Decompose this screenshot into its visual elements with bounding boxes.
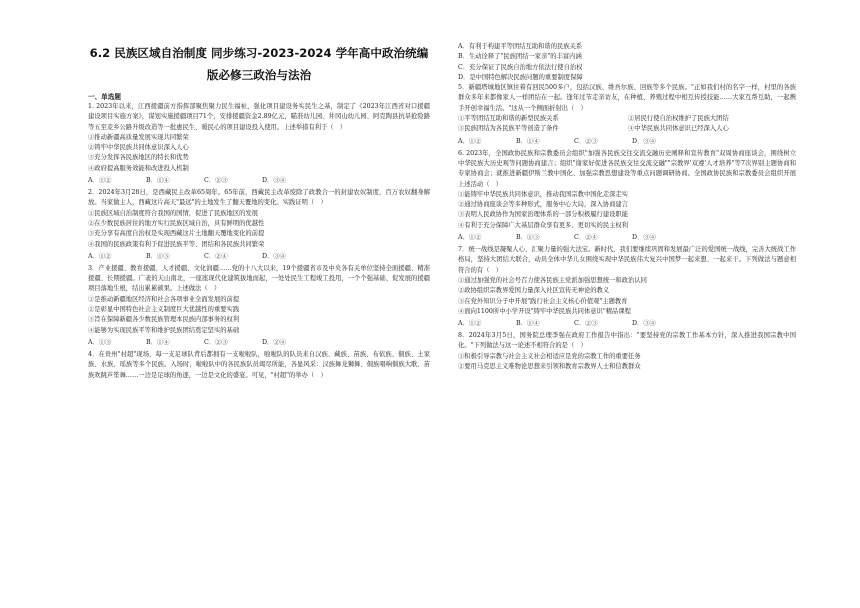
question-6-option: ①能铸牢中华民族共同体意识，推动我国宗教中国化走深走实 (458, 190, 629, 198)
question-7-option: ④面向1100所中小学开设"铸牢中华民族共同体意识"精品课程 (458, 307, 631, 315)
choice-a[interactable]: A．①② (458, 320, 482, 328)
choice-a[interactable]: A．①③ (88, 338, 112, 346)
question-5-option: ②居民行使自治权维护了民族大团结 (628, 115, 729, 123)
choice-a[interactable]: A．①② (88, 177, 112, 185)
question-6-choices (458, 231, 796, 245)
choice-b[interactable]: B．①④ (146, 177, 170, 185)
question-8-option: ①积极引导宗教与社会主义社会相适应是党的宗教工作的重要任务 (458, 352, 641, 360)
question-5-options-row (458, 124, 796, 134)
question-8-option: ②要用马克思主义唯物论思想来引领和教育宗教界人士和信教群众 (458, 363, 641, 371)
question-2-option: ②在少数民族居住的地方实行民族区域自治，具有鲜明的优越性 (88, 219, 265, 227)
question-3-option: ③旨在保障新疆各少数民族管理本民族内部事务的权利 (88, 316, 240, 324)
page-title: 6.2 民族区域自治制度 同步练习-2023-2024 学年高中政治统编版必修三政治与法治 (89, 46, 429, 82)
choice-d[interactable]: D．②④ (262, 338, 286, 346)
question-3-option: ①是推动新疆地区经济和社会各项事业全面发展的前提 (88, 295, 240, 303)
question-3-option: ②是彰显中国特色社会主义制度巨大优越性的重要实践 (88, 306, 240, 314)
question-7-option: ③在党外知识分子中开展"践行社会主义核心价值观"主题教育 (458, 297, 628, 305)
question-1-option: ④政府提高服务效能和改进投入机制 (88, 164, 189, 172)
choice-c[interactable]: C．②④ (574, 234, 598, 242)
choice-b[interactable]: B．①④ (516, 137, 540, 145)
question-1-option: ③充分发挥各民族地区的特长和优势 (88, 154, 189, 162)
question-4-option-d[interactable]: D．是中国特色解决民族问题的重要制度保障 (458, 73, 583, 81)
question-5-option: ③民族团结为各民族平等创造了条件 (458, 125, 559, 133)
question-4-stem: 4．在贵州"村超"现场，每一支足球队背后都拥有一支啦啦队，啦啦队的队员来自汉族、藏族、苗族、布依族、侗族、土家族、水族、瑶族等多个民族。入场时，啦啦队中的各民族队员竭尽所能，各显风采：汉族舞龙狮舞、侗族唱响侗族大歌、苗族欢跳芦笙舞……一边是足球的角逐，一边是文化的盛宴。可见，"村超"的举办（ ） (88, 350, 430, 379)
question-5-stem: 5．新疆塔城地区镇住着有回民500多户，包括汉族、维吾尔族、回族等多个民族。"正如我们村的名字一样，村里的各族群众多年来都像家人一样团结在一起。逢年过节走亲访友，在种植、养殖过程中相互传授技能……大家互帮互助，一起携手开创幸福生活。"这从一个侧面折射出（ ） (458, 84, 796, 112)
question-5-options-row (458, 114, 796, 124)
question-7-option: ①通过加强党的社会号召力使各民族主党派加强思想统一和政治认同 (458, 276, 647, 284)
choice-d[interactable]: D．③④ (632, 320, 656, 328)
choice-b[interactable]: B．①④ (516, 320, 540, 328)
question-7-stem: 7．统一战线是凝聚人心、汇聚力量的强大法宝。新时代，我们要继续巩固和发展最广泛的爱国统一战线，完善大统战工作格局，坚持大团结大联合，动员全体中华儿女围绕实现中华民族伟大复兴中国梦一起来想、一起来干。下列做法与题意相符合的有（ ） (458, 246, 796, 274)
question-3-option: ④能够为实现民族平等和维护民族团结奠定坚实的基础 (88, 326, 240, 334)
question-1-option: ①推动新疆高质量发展实现共同繁荣 (88, 133, 189, 141)
question-4-option-b[interactable]: B．生动诠释了"民族团结一家亲"的丰富内涵 (458, 53, 582, 61)
question-2-option: ①民族区域自治制度符合我国的国情，促进了民族地区的发展 (88, 209, 259, 217)
choice-c[interactable]: C．②③ (574, 320, 598, 328)
question-3-stem: 3．产业援疆、教育援疆、人才援疆、文化润疆……党的十八大以来，19个援疆省市及中央各有关单位坚持全面援疆、精准援疆、长期援疆。广袤的天山南北，一座座现代化建筑拔地而起，一处处民生工程竣工投用，一个个强基础、促发展的援疆项目落地生根，结出累累硕果。上述做法（ ） (88, 264, 430, 293)
question-6-option: ③表明人民政协作为国家治理体系的一部分积极履行建设职能 (458, 211, 629, 219)
choice-d[interactable]: D．③④ (262, 252, 286, 260)
question-7-option: ②政协组织宗教界爱国力量深入社区宣传无神论的教义 (458, 287, 610, 295)
question-4-option-c[interactable]: C．充分保证了民族自治地方依法行使自治权 (458, 63, 583, 71)
question-1-stem: 1. 2023年以来，江西援疆前方指挥部聚焦聚力民生福祉，强化项目建设务实民生之基，制定了《2023年江西省对口援疆建设项目实施方案》，谋划实施援疆项目71个，安排援疆资金2.89亿元，瞄准幼儿园、井冈山幼儿园、阿克陶县抗旱抢险路等五至麦乡公路升级改造等一批惠民生、暖民心的项目建设投入使用。上述举措有利于（ ） (88, 103, 430, 131)
question-6-option: ④有利于充分保障广大基层群众享有更多、更切实的民主权利 (458, 221, 629, 229)
question-8-stem: 8．2024年3月5日，国务院总理李强在政府工作报告中指出："要坚持党的宗教工作基本方针，深入推进我国宗教中国化。"下列做法与这一论述不相符合的是（ ） (458, 332, 796, 350)
question-6-option: ②通过协商座谈会等多种形式，服务中心大局，深入协商建言 (458, 201, 629, 209)
choice-b[interactable]: B．①③ (516, 234, 540, 242)
question-5-option: ④中华民族共同体意识已经深入人心 (628, 125, 729, 133)
choice-c[interactable]: C．②④ (204, 252, 228, 260)
choice-b[interactable]: B．①④ (146, 338, 170, 346)
left-column (88, 0, 430, 381)
question-5-choices (458, 135, 796, 149)
question-5-option: ①平等团结互助和谐的新型民族关系 (458, 115, 559, 123)
question-2-option: ③充分享有高度自治权是实现西藏这片土地翻天覆地变化的前提 (88, 230, 265, 238)
question-2-stem: 2．2024年3月28日，是西藏民主改革65周年。65年前，西藏民主改革废除了政教合一的封建农奴制度，百万农奴翻身解放。当家做主人，西藏这片高天"最远"的土地发生了翻天覆地的变化。实践证明（ ） (88, 189, 430, 207)
choice-c[interactable]: C．②③ (204, 338, 228, 346)
question-3-choices (88, 336, 430, 350)
question-2-choices (88, 250, 430, 264)
choice-a[interactable]: A．①② (458, 137, 482, 145)
choice-d[interactable]: D．③④ (262, 177, 286, 185)
choice-d[interactable]: D．③④ (632, 234, 656, 242)
question-7-choices (458, 317, 796, 331)
question-1-choices (88, 174, 430, 188)
question-6-stem: 6. 2023年，全国政协民族和宗教委员会组织"加强各民族交往交流交融历史阐释和宣传教育"双周协商座谈会，围绕树立中华民族大历史观等问题协商建言；组织"谢家好促进各民族交往交流交融""宗教界'双遵'人才培养"等7次界别主题协商和专家协商会；就推进新疆伊斯兰教中国化、加强宗教思想建设等重点问题调研协商。全国政协民族和宗教委员会组织开展上述活动（ ） (458, 149, 796, 188)
choice-d[interactable]: D．③④ (632, 137, 656, 145)
question-2-option: ④我国的民族政策有利于促进民族平等、团结和各民族共同繁荣 (88, 240, 265, 248)
question-1-option: ②铸牢中华民族共同体意识深入人心 (88, 144, 189, 152)
question-4-option-a[interactable]: A．有利于构建平等团结互助和谐的民族关系 (458, 43, 583, 50)
choice-a[interactable]: A．①② (458, 234, 482, 242)
choice-c[interactable]: C．②③ (204, 177, 228, 185)
choice-b[interactable]: B．①③ (146, 252, 170, 260)
choice-c[interactable]: C．②③ (574, 137, 598, 145)
choice-a[interactable]: A．①② (88, 252, 112, 260)
section-heading: 一、单选题 (88, 93, 121, 101)
right-column (458, 42, 796, 372)
